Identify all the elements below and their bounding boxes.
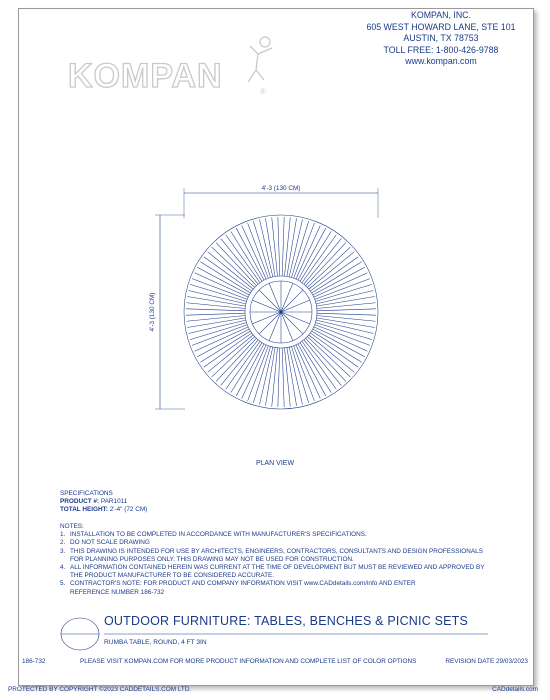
table-slat — [212, 243, 257, 288]
sheet-footer — [20, 658, 532, 668]
table-slat — [278, 217, 284, 276]
total-height-value: 2'-4" (72 CM) — [109, 506, 148, 514]
company-phone: TOLL FREE: 1-800-426-9788 — [383, 44, 499, 55]
round-table-top — [184, 215, 378, 409]
table-slat — [306, 337, 351, 382]
table-slat — [212, 337, 257, 382]
notes-heading: NOTES: — [60, 523, 84, 530]
dimension-vertical-label: 4'-3 (130 CM) — [149, 292, 156, 332]
table-slat — [278, 348, 284, 407]
company-address: 605 WEST HOWARD LANE, STE 101 — [366, 21, 516, 32]
table-slat — [312, 329, 365, 362]
table-slat — [188, 320, 246, 339]
copyright-notice: PROTECTED BY COPYRIGHT ©2023 CADDETAILS.COM LTD. — [8, 686, 192, 693]
note-item: 5. CONTRACTOR'S NOTE: FOR PRODUCT AND COMPANY INFORMATION VISIT www.CADdetails.com/info AND ENTER — [60, 580, 416, 588]
table-slat — [289, 346, 308, 404]
drawing-subtitle: RUMBA TABLE, ROUND, 4 FT 3IN — [104, 639, 207, 646]
product-number-label: PRODUCT #: — [60, 498, 100, 506]
table-slat — [221, 235, 260, 284]
table-slat — [231, 343, 264, 396]
product-number — [60, 498, 147, 506]
table-slat — [231, 228, 264, 281]
note-item: FOR PLANNING PURPOSES ONLY. THIS DRAWING MAY NOT BE USED FOR CONSTRUCTION. — [70, 555, 354, 563]
table-slat — [298, 228, 331, 281]
table-slat — [186, 309, 245, 315]
table-slat — [289, 219, 308, 277]
table-slat — [306, 243, 351, 288]
specs-heading: SPECIFICATIONS — [60, 490, 113, 497]
note-item: 2. DO NOT SCALE DRAWING — [60, 539, 150, 547]
center-spoke — [281, 312, 303, 334]
table-slat — [253, 346, 272, 404]
table-slat — [315, 284, 373, 303]
table-slat — [309, 252, 358, 291]
dimension-horizontal-label: 4'-3 (130 CM) — [261, 185, 301, 192]
table-slat — [188, 284, 246, 303]
svg-text:®: ® — [260, 87, 266, 96]
revision-date: REVISION DATE 29/03/2023 — [445, 658, 528, 665]
table-slat — [204, 333, 253, 372]
table-slat — [298, 343, 331, 396]
caddetails-link[interactable]: CADdetails.com — [492, 686, 538, 693]
table-slat — [302, 340, 341, 389]
drawing-title: OUTDOOR FURNITURE: TABLES, BENCHES & PICNIC SETS — [104, 614, 469, 628]
notes — [60, 523, 500, 597]
product-number-value: PAR1011 — [100, 498, 128, 506]
company-name: KOMPAN, INC. — [411, 10, 471, 20]
title-block — [60, 612, 490, 654]
plan-view-label: PLAN VIEW — [255, 460, 295, 467]
note-item: THE PRODUCT MANUFACTURER TO BE CONSIDERED ACCURATE. — [70, 572, 275, 580]
specifications — [60, 490, 147, 515]
footer-message: PLEASE VISIT KOMPAN.COM FOR MORE PRODUCT INFORMATION AND COMPLETE LIST OF COLOR OPTIONS — [80, 658, 417, 665]
table-slat — [197, 329, 250, 362]
note-item: 3. THIS DRAWING IS INTENDED FOR USE BY ARCHITECTS, ENGINEERS, CONTRACTORS, CONSULTANTS AND DESIGN PROFESSIONALS — [60, 547, 483, 555]
center-spoke — [259, 312, 281, 334]
total-height-label: TOTAL HEIGHT: — [60, 506, 108, 514]
company-website[interactable]: www.kompan.com — [405, 56, 477, 66]
note-item: 1. INSTALLATION TO BE COMPLETED IN ACCORDANCE WITH MANUFACTURER'S SPECIFICATIONS. — [60, 531, 367, 539]
company-city: AUSTIN, TX 78753 — [403, 33, 479, 43]
table-slat — [315, 320, 373, 339]
table-slat — [197, 262, 250, 295]
table-slat — [317, 309, 376, 315]
total-height — [60, 506, 147, 514]
table-slat — [253, 219, 272, 277]
table-slat — [204, 252, 253, 291]
center-spoke — [281, 290, 303, 312]
table-slat — [309, 333, 358, 372]
table-slat — [302, 235, 341, 284]
center-spoke — [259, 290, 281, 312]
reference-number: 186-732 — [22, 658, 46, 665]
table-slat — [312, 262, 365, 295]
svg-text:KOMPAN: KOMPAN — [68, 57, 223, 95]
table-slat — [221, 340, 260, 389]
note-item: 4. ALL INFORMATION CONTAINED HEREIN WAS CURRENT AT THE TIME OF DEVELOPMENT BUT MUST BE REVIEWED AND APPROVED BY — [60, 564, 485, 572]
note-item: REFERENCE NUMBER 186-732 — [70, 588, 165, 596]
